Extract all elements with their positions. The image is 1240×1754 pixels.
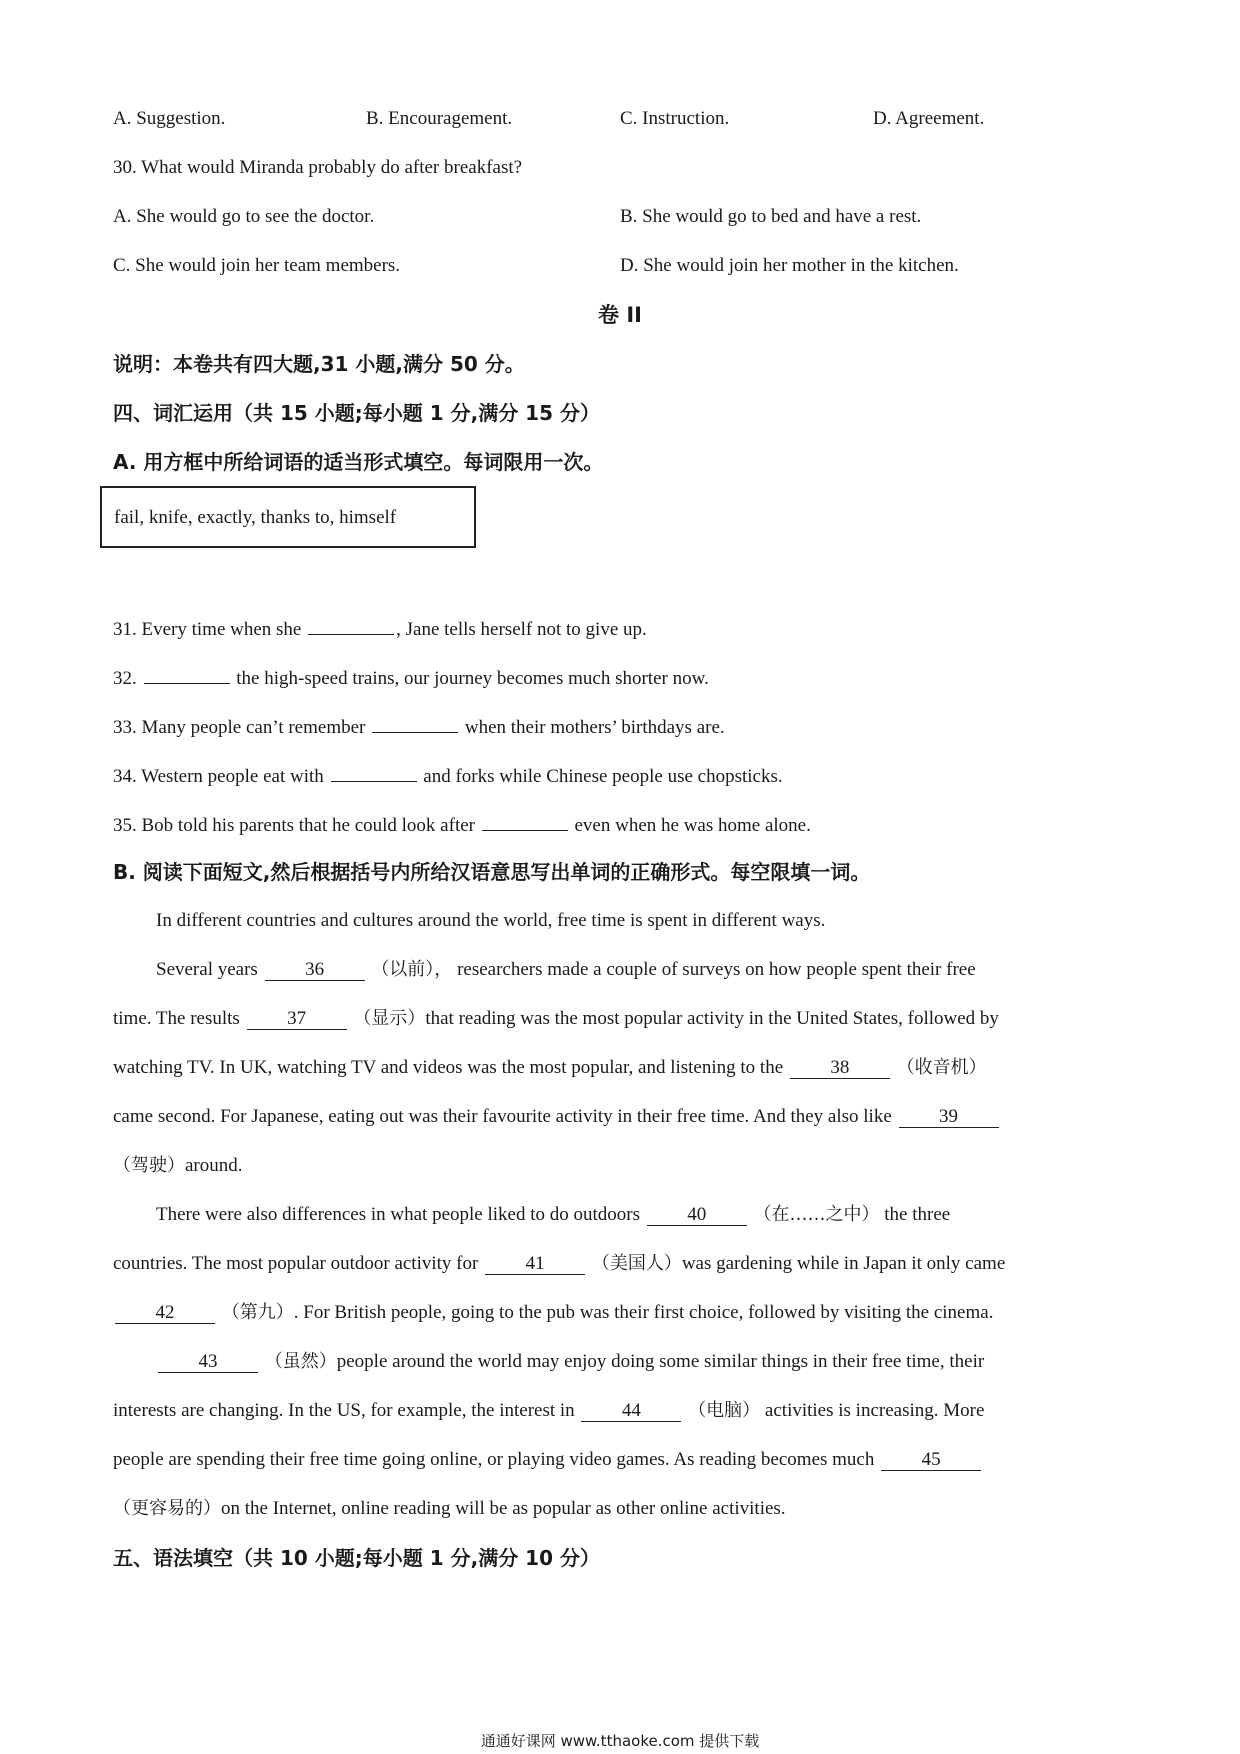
answer-blank-33[interactable] [372,712,458,733]
section4-heading: 四、词汇运用（共 15 小题;每小题 1 分,满分 15 分） [113,401,600,425]
question-32: 32. the high-speed trains, our journey becomes much shorter now. [113,663,709,692]
answer-blank-44[interactable]: 44 [581,1401,681,1422]
q29-option-a: A. Suggestion. [113,108,226,129]
passage-line-5: came second. For Japanese, eating out was their favourite activity in their free time. And they also like 39 [113,1104,1133,1130]
passage-line-3: time. The results 37 （显示）that reading was the most popular activity in the United States, followed by [113,1008,999,1029]
passage-line-4: watching TV. In UK, watching TV and videos was the most popular, and listening to the 38 （收音机） [113,1057,987,1078]
q30-question: 30. What would Miranda probably do after breakfast? [113,157,523,178]
question-35: 35. Bob told his parents that he could look after even when he was home alone. [113,810,811,839]
answer-blank-37[interactable]: 37 [247,1009,347,1030]
answer-blank-34[interactable] [331,761,417,782]
sectionA-heading: A. 用方框中所给词语的适当形式填空。每词限用一次。 [113,450,604,474]
answer-blank-43[interactable]: 43 [158,1352,258,1373]
q29-option-d: D. Agreement. [873,108,985,129]
passage-line-7: There were also differences in what people liked to do outdoors 40 （在……之中） the three [156,1204,951,1225]
answer-blank-45[interactable]: 45 [881,1450,981,1471]
answer-blank-42[interactable]: 42 [115,1303,215,1324]
q29-option-c: C. Instruction. [620,108,730,129]
passage-line-1: In different countries and cultures around the world, free time is spent in different ways. [156,910,826,931]
answer-blank-32[interactable] [144,663,230,684]
q29-option-b: B. Encouragement. [366,108,513,129]
answer-blank-31[interactable] [308,614,394,635]
passage-line-11: interests are changing. In the US, for example, the interest in 44 （电脑） activities is increasing. More [113,1400,985,1421]
word-box [100,486,476,548]
q30-option-c: C. She would join her team members. [113,255,401,276]
question-31: 31. Every time when she , Jane tells herself not to give up. [113,614,647,643]
question-34: 34. Western people eat with and forks while Chinese people use chopsticks. [113,761,783,790]
answer-blank-36[interactable]: 36 [265,960,365,981]
answer-blank-41[interactable]: 41 [485,1254,585,1275]
q30-option-d: D. She would join her mother in the kitchen. [620,255,959,276]
passage-line-8: countries. The most popular outdoor activity for 41 （美国人）was gardening while in Japan it only came [113,1253,1006,1274]
answer-blank-35[interactable] [482,810,568,831]
part2-title: 卷 II [598,303,642,327]
answer-blank-39[interactable]: 39 [899,1107,999,1128]
passage-line-13: （更容易的）on the Internet, online reading will be as popular as other online activities. [113,1498,786,1519]
passage-line-2: Several years 36 （以前）， researchers made a couple of surveys on how people spent their free [156,959,976,980]
question-33: 33. Many people can’t remember when their mothers’ birthdays are. [113,712,725,741]
word-box-text: fail, knife, exactly, thanks to, himself [114,507,397,528]
q30-option-a: A. She would go to see the doctor. [113,206,375,227]
passage-line-6: （驾驶）around. [113,1155,243,1176]
passage-line-10: 43 （虽然）people around the world may enjoy doing some similar things in their free time, their [156,1349,1176,1375]
part2-note: 说明：本卷共有四大题,31 小题,满分 50 分。 [113,352,525,376]
answer-blank-40[interactable]: 40 [647,1205,747,1226]
answer-blank-38[interactable]: 38 [790,1058,890,1079]
page-footer: 通通好课网 www.tthaoke.com 提供下载 [480,1732,760,1750]
section5-heading: 五、语法填空（共 10 小题;每小题 1 分,满分 10 分） [113,1546,600,1570]
passage-line-12: people are spending their free time going online, or playing video games. As reading becomes much 45 [113,1447,1133,1473]
q30-option-b: B. She would go to bed and have a rest. [620,206,922,227]
passage-line-9: 42 （第九）. For British people, going to the pub was their first choice, followed by visiting the cinema. [113,1300,1133,1326]
sectionB-heading: B. 阅读下面短文,然后根据括号内所给汉语意思写出单词的正确形式。每空限填一词。 [113,860,871,884]
